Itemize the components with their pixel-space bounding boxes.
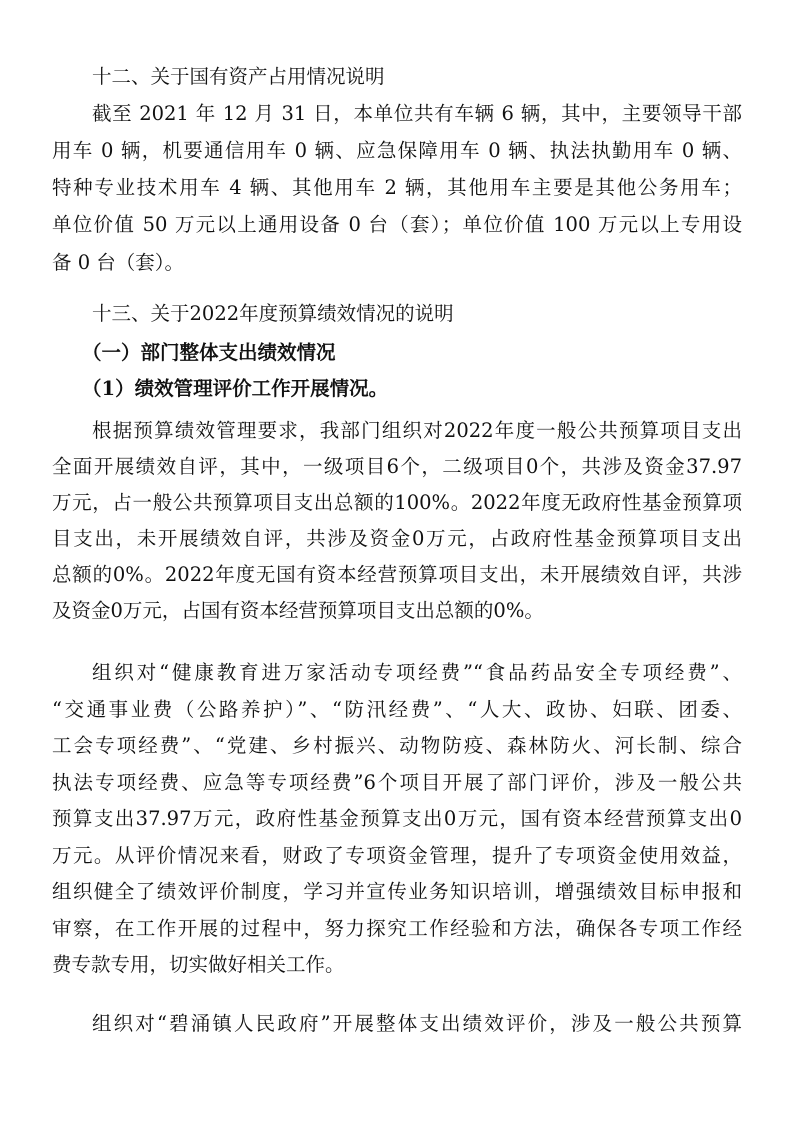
paragraph-line: 预算支出37.97万元，政府性基金预算支出0万元，国有资本经营预算支出0 <box>52 807 742 830</box>
paragraph-line: 审察，在工作开展的过程中，努力探究工作经验和方法，确保各专项工作经 <box>52 917 742 940</box>
subheading-2: （1）绩效管理评价工作开展情况。 <box>82 377 389 400</box>
paragraph-line: 单位价值 50 万元以上通用设备 0 台（套）；单位价值 100 万元以上专用设 <box>52 213 742 236</box>
section-12-heading: 十二、关于国有资产占用情况说明 <box>92 65 385 88</box>
paragraph-line: 费专款专用，切实做好相关工作。 <box>52 953 345 976</box>
paragraph-line: 备 0 台（套）。 <box>52 251 185 274</box>
paragraph-line: 万元。从评价情况来看，财政了专项资金管理，提升了专项资金使用效益， <box>52 844 742 867</box>
paragraph-line: 工会专项经费”、“党建、乡村振兴、动物防疫、森林防火、河长制、综合 <box>52 734 742 757</box>
section-13-heading: 十三、关于2022年度预算绩效情况的说明 <box>92 302 454 325</box>
paragraph-line: 万元，占一般公共预算项目支出总额的100%。2022年度无政府性基金预算项 <box>52 491 742 514</box>
paragraph-line: 用车 0 辆，机要通信用车 0 辆、应急保障用车 0 辆、执法执勤用车 0 辆、 <box>52 139 742 162</box>
paragraph-line: 根据预算绩效管理要求，我部门组织对2022年度一般公共预算项目支出 <box>92 419 742 442</box>
paragraph-line: 总额的0%。2022年度无国有资本经营预算项目支出，未开展绩效自评，共涉 <box>52 563 742 586</box>
paragraph-line: 全面开展绩效自评，其中，一级项目6个，二级项目0个，共涉及资金37.97 <box>52 455 742 478</box>
paragraph-line: 目支出，未开展绩效自评，共涉及资金0万元，占政府性基金预算项目支出 <box>52 527 742 550</box>
paragraph-line: 特种专业技术用车 4 辆、其他用车 2 辆，其他用车主要是其他公务用车； <box>52 176 742 199</box>
paragraph-line: 及资金0万元，占国有资本经营预算项目支出总额的0%。 <box>52 599 544 622</box>
paragraph-line: “交通事业费（公路养护）”、“防汛经费”、“人大、政协、妇联、团委、 <box>52 698 742 721</box>
paragraph-line: 组织健全了绩效评价制度，学习并宣传业务知识培训，增强绩效目标申报和 <box>52 880 742 903</box>
paragraph-line: 组织对“碧涌镇人民政府”开展整体支出绩效评价，涉及一般公共预算 <box>92 1012 742 1035</box>
paragraph-line: 组织对“健康教育进万家活动专项经费”“食品药品安全专项经费”、 <box>92 661 742 684</box>
paragraph-line: 截至 2021 年 12 月 31 日，本单位共有车辆 6 辆，其中，主要领导干部 <box>92 102 742 125</box>
subheading-1: （一）部门整体支出绩效情况 <box>82 341 336 364</box>
paragraph-line: 执法专项经费、应急等专项经费”6个项目开展了部门评价，涉及一般公共 <box>52 771 742 794</box>
